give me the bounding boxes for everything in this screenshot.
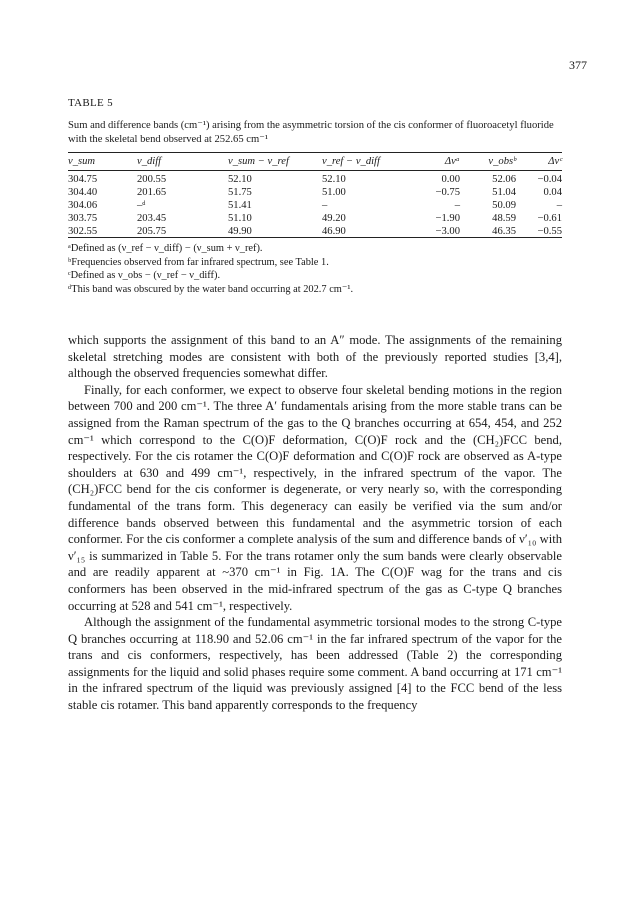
paragraph: Finally, for each conformer, we expect to observe four skeletal bending motions in the region between 700 and 200 cm⁻¹. The three A′ fundamentals arising from the more stable trans can be assigned from the Raman spectrum of the gas to the Q branches occurring at 654, 454, and 252 cm⁻¹ which correspond to the C(O)F deformation, C(O)F rock and the (CH₂)FCC bend, respectively. For the cis rotamer the C(O)F deformation and C(O)F rock are observed as A-type shoulders at 630 and 499 cm⁻¹, respectively, in the infrared spectrum of the vapor. The (CH₂)FCC bend for the cis conformer is degenerate, or very nearly so, with the corresponding fundamental of the trans form. This degeneracy can easily be verified via the sum and/or difference bands observed between this fundamental and the asymmetric torsion of each conformer. For the cis conformer a complete analysis of the sum and difference bands of ν′₁₀ with ν′₁₅ is summarized in Table 5. For the trans rotamer only the sum bands were clearly observable and are readily apparent at ~370 cm⁻¹ in Fig. 1A. The C(O)F wag for the trans and cis conformers has been observed in the mid-infrared spectrum of the gas as C-type Q branches occurring at 528 and 541 cm⁻¹, respectively.: [68, 382, 562, 613]
table-cell: −3.00: [435, 226, 460, 237]
table-cell: 51.75: [228, 187, 252, 198]
col-header-nu-obs: ν_obsᵇ: [488, 155, 516, 167]
table-cell: −0.04: [537, 174, 562, 185]
table-caption: Sum and difference bands (cm⁻¹) arising from the asymmetric torsion of the cis conformer of fluoroacetyl fluoride with the skeletal bend observed at 252.65 cm⁻¹: [68, 120, 554, 145]
table-cell: 46.90: [322, 226, 346, 237]
table-cell: 48.59: [492, 213, 516, 224]
table-cell: 49.20: [322, 213, 346, 224]
table-cell: 203.45: [137, 213, 167, 224]
paragraph: which supports the assignment of this band to an A″ mode. The assignments of the remaining skeletal stretching modes are consistent with both of the previously reported studies [3,4], although the observed frequencies somewhat differ.: [68, 333, 562, 381]
table-row: [68, 170, 562, 186]
data-table: [68, 152, 562, 238]
table-cell: −1.90: [435, 213, 460, 224]
table-cell: 304.75: [68, 174, 98, 185]
table-cell: 304.06: [68, 200, 98, 211]
table-cell: 52.06: [492, 174, 516, 185]
table-cell: 49.90: [228, 226, 252, 237]
table-cell: −0.61: [537, 213, 562, 224]
table-cell: 50.09: [492, 200, 516, 211]
table-cell: 52.10: [322, 174, 346, 185]
table-cell: 0.04: [543, 187, 562, 198]
body-text: [68, 332, 562, 714]
table-cell: 201.65: [137, 187, 167, 198]
footnote-a: ᵃDefined as (ν_ref − ν_diff) − (ν_sum + ν_ref).: [68, 243, 263, 254]
table-cell: 52.10: [228, 174, 252, 185]
footnote-d: ᵈThis band was obscured by the water band occurring at 202.7 cm⁻¹.: [68, 283, 354, 295]
table-label: TABLE 5: [68, 97, 113, 109]
col-header-nu-diff: ν_diff: [137, 155, 162, 167]
table-cell: −0.55: [537, 226, 562, 237]
col-header-sum-minus-ref: ν_sum − ν_ref: [228, 155, 289, 167]
table-cell: 46.35: [492, 226, 516, 237]
table-cell: 304.40: [68, 187, 98, 198]
page-number: 377: [569, 58, 587, 72]
table-row: [68, 199, 562, 212]
table-cell: 303.75: [68, 213, 98, 224]
table-cell: 51.41: [228, 200, 252, 211]
table-cell: 200.55: [137, 174, 167, 185]
table-footnotes: [68, 242, 560, 296]
col-header-delta-nu-c: Δνᶜ: [548, 155, 562, 167]
footnote-c: ᶜDefined as ν_obs − (ν_ref − ν_diff).: [68, 270, 221, 282]
table-row: [68, 186, 562, 199]
table-cell: –: [322, 200, 328, 211]
paragraph: Although the assignment of the fundamental asymmetric torsional modes to the strong C-type Q branches occurring at 118.90 and 52.06 cm⁻¹ in the far infrared spectrum of the vapor for the trans and cis conformers, respectively, has been addressed (Table 2) the corresponding assignments for the liquid and solid phases require some comment. A band occurring at 171 cm⁻¹ in the infrared spectrum of the liquid was previously assigned [4] to the FCC bend of the less stable cis rotamer. This band apparently corresponds to the frequency: [68, 615, 562, 713]
table-cell: 302.55: [68, 226, 98, 237]
table-row: [68, 225, 562, 238]
table-header-row: [68, 152, 562, 170]
table-cell: –: [556, 200, 562, 211]
table-cell: 51.10: [228, 213, 252, 224]
table-cell: –: [454, 200, 460, 211]
table-cell: −0.75: [435, 187, 460, 198]
col-header-nu-sum: ν_sum: [68, 155, 96, 167]
footnote-b: ᵇFrequencies observed from far infrared spectrum, see Table 1.: [68, 256, 329, 268]
col-header-ref-minus-diff: ν_ref − ν_diff: [322, 155, 380, 167]
col-header-delta-nu-a: Δνᵃ: [444, 155, 460, 167]
table-cell: 51.04: [492, 187, 516, 198]
table-cell: 51.00: [322, 187, 346, 198]
table-row: [68, 212, 562, 225]
table-cell: 0.00: [441, 174, 460, 185]
table-cell: 205.75: [137, 226, 167, 237]
table-cell: –ᵈ: [137, 200, 146, 211]
